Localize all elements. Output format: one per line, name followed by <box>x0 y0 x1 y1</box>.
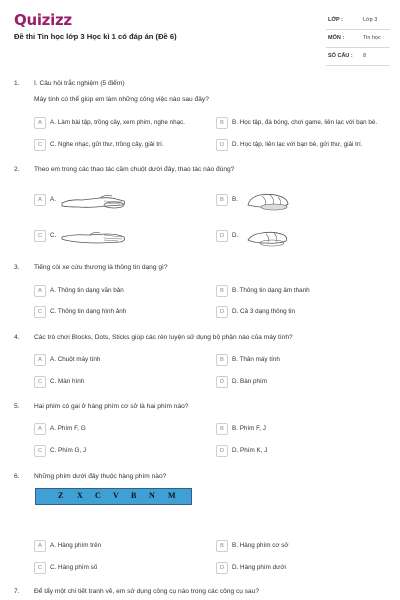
question-text: Tiếng còi xe cứu thương là thông tin dạng gì? <box>34 264 168 271</box>
option-badge: A <box>34 540 46 552</box>
hand-on-mouse-image <box>60 189 130 211</box>
key-z: Z <box>58 491 64 500</box>
option-text: D. <box>232 232 239 239</box>
option-badge: A <box>34 117 46 129</box>
meta-count <box>326 50 390 66</box>
hand-on-mouse-image <box>60 225 130 247</box>
option-text: A. Làm bài tập, trồng cây, xem phim, nghe nhạc. <box>50 119 185 126</box>
option-badge: A <box>34 194 46 206</box>
option-badge: D <box>216 376 228 388</box>
option-badge: D <box>216 306 228 318</box>
hand-on-mouse-image <box>244 189 292 211</box>
question-number: 2. <box>14 166 20 173</box>
option-text: A. Thông tin dạng văn bản <box>50 287 124 294</box>
question-number: 5. <box>14 403 20 410</box>
option-text: B. Học tập, đá bóng, chơi game, liên lạc với bạn bè. <box>232 119 378 126</box>
meta-class-value: Lớp 3 <box>363 17 378 23</box>
option-text: A. Hàng phím trên <box>50 542 102 549</box>
option-badge: C <box>34 376 46 388</box>
option-text: B. Hàng phím cơ sở <box>232 542 289 549</box>
quizizz-logo: Quizizz <box>14 11 72 29</box>
question-number: 3. <box>14 264 20 271</box>
question-text: Để tẩy một chi tiết tranh vẽ, em sử dụng công cụ nào trong các công cụ sau? <box>34 588 260 595</box>
question-number: 4. <box>14 334 20 341</box>
question-text: I. Câu hỏi trắc nghiệm (5 điểm) <box>34 80 125 87</box>
worksheet-title: Đề thi Tin học lớp 3 Học kì 1 có đáp án (Đề 6) <box>14 32 177 41</box>
option-badge: B <box>216 117 228 129</box>
keyboard-row-image <box>35 488 192 505</box>
option-text: D. Phím K, J <box>232 447 268 454</box>
option-badge: A <box>34 423 46 435</box>
option-text: A. Phím F, G <box>50 425 86 432</box>
key-c: C <box>95 491 101 500</box>
option-badge: D <box>216 562 228 574</box>
option-badge: A <box>34 354 46 366</box>
option-text: C. Hàng phím số <box>50 564 98 571</box>
question-text: Theo em trong các thao tác cầm chuột dưới đây, thao tác nào đúng? <box>34 166 235 173</box>
question-subtext: Máy tính có thể giúp em làm những công việc nào sau đây? <box>34 96 209 103</box>
option-text: C. Thông tin dạng hình ảnh <box>50 308 127 315</box>
option-badge: B <box>216 285 228 297</box>
option-text: C. Màn hình <box>50 378 85 385</box>
key-m: M <box>168 491 176 500</box>
option-text: C. Phím G, J <box>50 447 87 454</box>
option-text: A. <box>50 196 56 203</box>
option-text: D. Bàn phím <box>232 378 267 385</box>
key-v: V <box>113 491 119 500</box>
meta-class <box>326 14 390 30</box>
option-text: B. Thông tin dạng âm thanh <box>232 287 310 294</box>
question-text: Hai phím có gai ở hàng phím cơ sở là hai phím nào? <box>34 403 189 410</box>
option-text: C. Nghe nhạc, gửi thư, trồng cây, giải trí. <box>50 141 164 148</box>
option-badge: C <box>34 306 46 318</box>
option-text: D. Cả 3 dạng thông tin <box>232 308 296 315</box>
option-badge: C <box>34 139 46 151</box>
question-number: 1. <box>14 80 20 87</box>
option-badge: C <box>34 230 46 242</box>
option-text: D. Hàng phím dưới <box>232 564 286 571</box>
key-b: B <box>131 491 137 500</box>
question-text: Những phím dưới đây thuộc hàng phím nào? <box>34 473 167 480</box>
meta-class-label: LỚP : <box>328 17 343 23</box>
key-x: X <box>77 491 83 500</box>
option-badge: D <box>216 445 228 457</box>
option-badge: B <box>216 423 228 435</box>
option-badge: B <box>216 354 228 366</box>
option-text: B. Phím F, J <box>232 425 266 432</box>
worksheet-header <box>0 0 400 64</box>
option-badge: B <box>216 194 228 206</box>
option-badge: D <box>216 139 228 151</box>
meta-subject-value: Tin học <box>363 35 381 41</box>
question-number: 6. <box>14 473 20 480</box>
option-badge: B <box>216 540 228 552</box>
option-badge: C <box>34 562 46 574</box>
question-number: 7. <box>14 588 20 595</box>
option-badge: D <box>216 230 228 242</box>
meta-count-value: 8 <box>363 53 367 59</box>
hand-on-mouse-image <box>244 225 292 247</box>
option-text: D. Học tập, liên lạc với bạn bè, gửi thư, giải trí. <box>232 141 363 148</box>
option-badge: C <box>34 445 46 457</box>
key-n: N <box>149 491 155 500</box>
option-text: B. Thân máy tính <box>232 356 280 363</box>
meta-subject <box>326 32 390 48</box>
question-text: Các trò chơi Blocks, Dots, Sticks giúp các rèn luyện sử dụng bộ phận nào của máy tính? <box>34 334 293 341</box>
meta-panel <box>326 14 390 68</box>
option-text: B. <box>232 196 238 203</box>
meta-subject-label: MÔN : <box>328 35 345 41</box>
option-badge: A <box>34 285 46 297</box>
option-text: C. <box>50 232 57 239</box>
option-text: A. Chuột máy tính <box>50 356 101 363</box>
meta-count-label: SỐ CÂU : <box>328 53 353 59</box>
